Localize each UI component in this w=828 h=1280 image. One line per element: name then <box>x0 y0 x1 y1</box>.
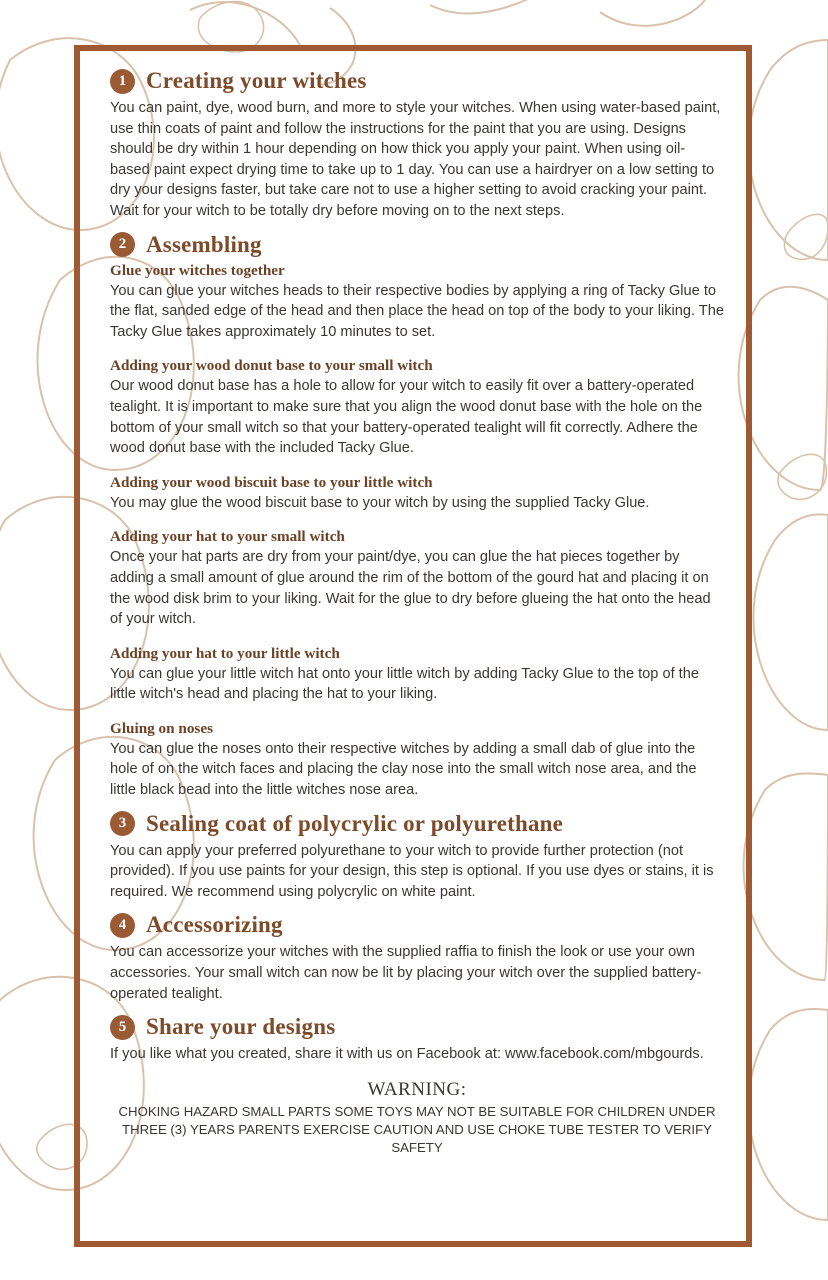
section-title: Assembling <box>146 231 262 257</box>
subsection-text: Our wood donut base has a hole to allow for your witch to easily fit over a battery-operated tealight. It is important to make sure that you align the wood donut base with the hole on the bottom of your small witch so that your battery-operated tealight will fit correctly. Adhere the wood donut base with the included Tacky Glue. <box>110 378 703 457</box>
section-title: Share your designs <box>146 1014 336 1040</box>
step-number-badge: 3 <box>110 811 135 836</box>
subsection-wood-donut-base <box>110 357 724 458</box>
section-sealing-coat <box>110 811 724 903</box>
subsection-text: Once your hat parts are dry from your paint/dye, you can glue the hat pieces together by adding a small amount of glue around the rim of the bottom of the gourd hat and placing it on the wood disk brim to your liking. Wait for the glue to dry before glueing the hat onto the head of your witch. <box>110 549 711 628</box>
step-number-badge: 5 <box>110 1015 135 1040</box>
subsection-gluing-on-noses <box>110 720 724 801</box>
section-header <box>110 68 724 94</box>
section-header <box>110 232 724 258</box>
subsection-text: You may glue the wood biscuit base to your witch by using the supplied Tacky Glue. <box>110 494 650 511</box>
section-paragraph: You can accessorize your witches with the supplied raffia to finish the look or use your own accessories. Your small witch can now be lit by placing your witch over the supplied battery-operated tealight. <box>110 944 702 1002</box>
subsection-heading: Adding your hat to your small witch <box>110 528 345 546</box>
subsection-text: You can glue the noses onto their respective witches by adding a small dab of glue into the hole of on the witch faces and placing the clay nose into the small witch nose area, and the little black bead into the little witches nose area. <box>110 740 697 799</box>
subsection-heading: Gluing on noses <box>110 719 213 737</box>
subsection-text: You can glue your little witch hat onto your little witch by adding Tacky Glue to the top of the little witch's head and placing the hat to your liking. <box>110 665 699 703</box>
section-paragraph: If you like what you created, share it with us on Facebook at: www.facebook.com/mbgourds. <box>110 1046 704 1063</box>
subsection-heading: Adding your hat to your little witch <box>110 644 340 662</box>
section-assembling <box>110 232 724 801</box>
warning-text: CHOKING HAZARD SMALL PARTS SOME TOYS MAY NOT BE SUITABLE FOR CHILDREN UNDER THREE (3) YEARS PARENTS EXERCISE CAUTION AND USE CHOKE TUBE TESTER TO VERIFY SAFETY <box>118 1103 716 1155</box>
section-share-your-designs <box>110 1014 724 1065</box>
section-paragraph: You can apply your preferred polyurethane to your witch to provide further protection (not provided). If you use paints for your design, this step is optional. If you use dyes or stains, it is required. We recommend using polycrylic on white paint. <box>110 842 714 900</box>
step-number-badge: 1 <box>110 69 135 94</box>
subsection-glue-witches-together <box>110 262 724 343</box>
section-header <box>110 912 724 938</box>
section-creating-your-witches <box>110 68 724 222</box>
section-header <box>110 811 724 837</box>
section-accessorizing <box>110 912 724 1004</box>
subsection-wood-biscuit-base <box>110 474 724 514</box>
section-header <box>110 1014 724 1040</box>
subsection-heading: Adding your wood biscuit base to your little witch <box>110 473 433 491</box>
warning-title: WARNING: <box>367 1078 467 1100</box>
section-title: Creating your witches <box>146 68 367 93</box>
subsection-heading: Adding your wood donut base to your small witch <box>110 357 433 375</box>
instructions-content <box>110 58 724 1157</box>
section-title: Accessorizing <box>146 912 283 938</box>
subsection-hat-small-witch <box>110 528 724 629</box>
section-paragraph: You can paint, dye, wood burn, and more to style your witches. When using water-based paint, use thin coats of paint and follow the instructions for the paint that you are using. Designs should be dry within 1 hour depending on how thick you apply your paint. When using oil-based paint expect drying time to take up to 1 day. You can use a hairdryer on a low setting to dry your designs faster, but take care not to use a higher setting to avoid cracking your paint. Wait for your witch to be totally dry before moving on to the next steps. <box>110 100 721 219</box>
subsection-heading: Glue your witches together <box>110 261 285 279</box>
section-title: Sealing coat of polycrylic or polyurethane <box>146 810 564 836</box>
subsection-text: You can glue your witches heads to their respective bodies by applying a ring of Tacky Glue to the flat, sanded edge of the head and then place the head on top of the body to your liking. The Tacky Glue takes approximately 10 minutes to set. <box>110 282 724 340</box>
subsection-hat-little-witch <box>110 645 724 705</box>
step-number-badge: 4 <box>110 913 135 938</box>
warning-block <box>110 1079 724 1157</box>
step-number-badge: 2 <box>110 232 135 257</box>
